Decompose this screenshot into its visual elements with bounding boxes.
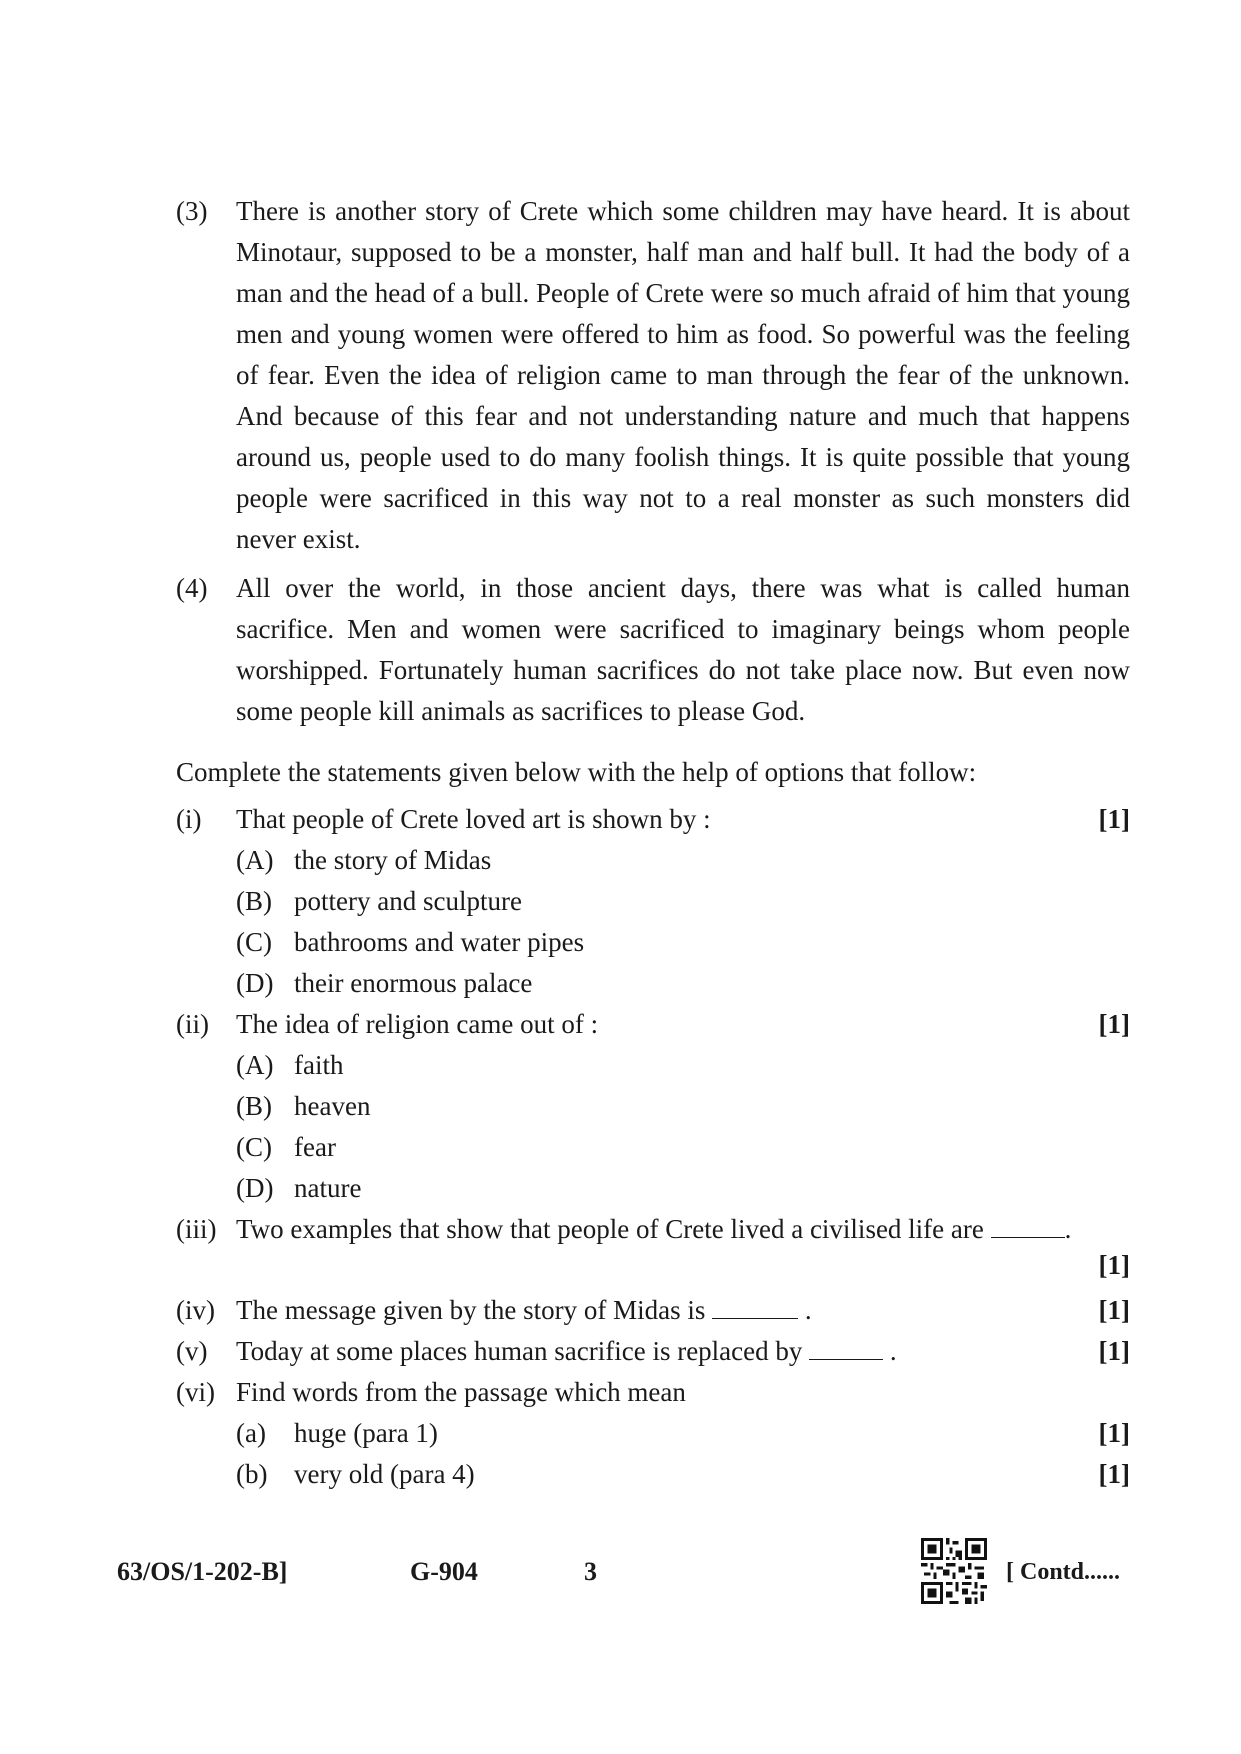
option-label: (C) [236, 1132, 272, 1162]
question-number: (i) [176, 804, 202, 834]
option-a [236, 1045, 343, 1086]
option-text: heaven [294, 1091, 371, 1121]
question-number: (v) [176, 1336, 208, 1366]
option-label: (D) [236, 1173, 274, 1203]
answer-blank [991, 1213, 1065, 1238]
question-number: (iv) [176, 1295, 215, 1325]
option-label: (C) [236, 927, 272, 957]
question-text: Today at some places human sacrifice is replaced by [236, 1336, 803, 1366]
option-text: pottery and sculpture [294, 886, 522, 916]
footer-contd: [ Contd...... [1006, 1559, 1121, 1585]
option-a [236, 840, 491, 881]
question-v [176, 1331, 1130, 1372]
option-text: nature [294, 1173, 362, 1203]
question-i [176, 799, 1130, 840]
question-text: The idea of religion came out of : [236, 1009, 599, 1039]
option-c [236, 922, 584, 963]
question-text: The message given by the story of Midas is [236, 1295, 706, 1325]
option-text: bathrooms and water pipes [294, 927, 585, 957]
subpart-a [236, 1413, 1130, 1454]
question-text: That people of Crete loved art is shown by : [236, 804, 711, 834]
option-b [236, 1086, 370, 1127]
question-number: (ii) [176, 1009, 209, 1039]
question-text-line [236, 1209, 1130, 1250]
question-text-line [236, 1290, 1130, 1331]
question-ii [176, 1004, 1130, 1045]
marks-label: [1] [1098, 804, 1130, 834]
marks-label: [1] [1098, 1418, 1130, 1448]
answer-blank [809, 1335, 883, 1360]
paragraph-text: All over the world, in those ancient days, there was what is called human sacrifice. Men and women were sacrificed to imaginary beings whom people worshipped. Fortunately human sacrifices do not take place now. But even now some people kill animals as sacrifices to please God. [236, 573, 1130, 726]
footer-page-number: 3 [584, 1557, 597, 1586]
sentence-end: . [804, 1295, 812, 1325]
option-label: (D) [236, 968, 274, 998]
option-label: (B) [236, 1091, 272, 1121]
subpart-text: huge (para 1) [294, 1418, 438, 1448]
question-text: Find words from the passage which mean [236, 1377, 686, 1407]
marks-label: [1] [1098, 1295, 1130, 1325]
paragraph-number: (4) [176, 573, 208, 603]
paragraph-number: (3) [176, 196, 208, 226]
question-vi [176, 1372, 1130, 1413]
paragraph-text: There is another story of Crete which some children may have heard. It is about Minotaur, supposed to be a monster, half man and half bull. It had the body of a man and the head of a bull. People of Crete were so much afraid of him that young men and young women were offered to him as food. So powerful was the feeling of fear. Even the idea of religion came to man through the fear of the unknown. And because of this fear and not understanding nature and much that happens around us, people used to do many foolish things. It is quite possible that young people were sacrificed in this way not to a real monster as such monsters did never exist. [236, 196, 1130, 554]
marks-label: [1] [1098, 1459, 1130, 1489]
option-b [236, 881, 522, 922]
option-label: (A) [236, 845, 274, 875]
qr-code-icon [921, 1538, 987, 1604]
option-text: fear [294, 1132, 336, 1162]
option-label: (B) [236, 886, 272, 916]
question-iv [176, 1290, 1130, 1331]
marks-label: [1] [1098, 1336, 1130, 1366]
option-text: their enormous palace [294, 968, 533, 998]
subpart-label: (a) [236, 1418, 266, 1448]
marks-label: [1] [1098, 1009, 1130, 1039]
instruction-text: Complete the statements given below with the help of options that follow: [176, 757, 977, 787]
marks-label: [1] [1098, 1250, 1130, 1280]
option-d [236, 1168, 361, 1209]
sentence-end: . [889, 1336, 897, 1366]
option-c [236, 1127, 336, 1168]
question-iii [176, 1209, 1130, 1291]
option-d [236, 963, 532, 1004]
question-number: (vi) [176, 1377, 215, 1407]
option-text: faith [294, 1050, 344, 1080]
answer-blank [712, 1294, 798, 1319]
paragraph-3 [176, 191, 1130, 560]
question-number: (iii) [176, 1214, 217, 1244]
option-text: the story of Midas [294, 845, 492, 875]
question-text: Two examples that show that people of Crete lived a civilised life are [236, 1214, 984, 1244]
subpart-label: (b) [236, 1459, 268, 1489]
paragraph-4 [176, 568, 1130, 732]
footer-paper-code: G-904 [410, 1557, 478, 1586]
question-text-line [236, 1331, 1130, 1372]
sentence-end: . [1064, 1214, 1072, 1244]
footer-code: 63/OS/1-202-B] [117, 1557, 288, 1586]
subpart-b [236, 1454, 1130, 1495]
option-label: (A) [236, 1050, 274, 1080]
subpart-text: very old (para 4) [294, 1459, 475, 1489]
